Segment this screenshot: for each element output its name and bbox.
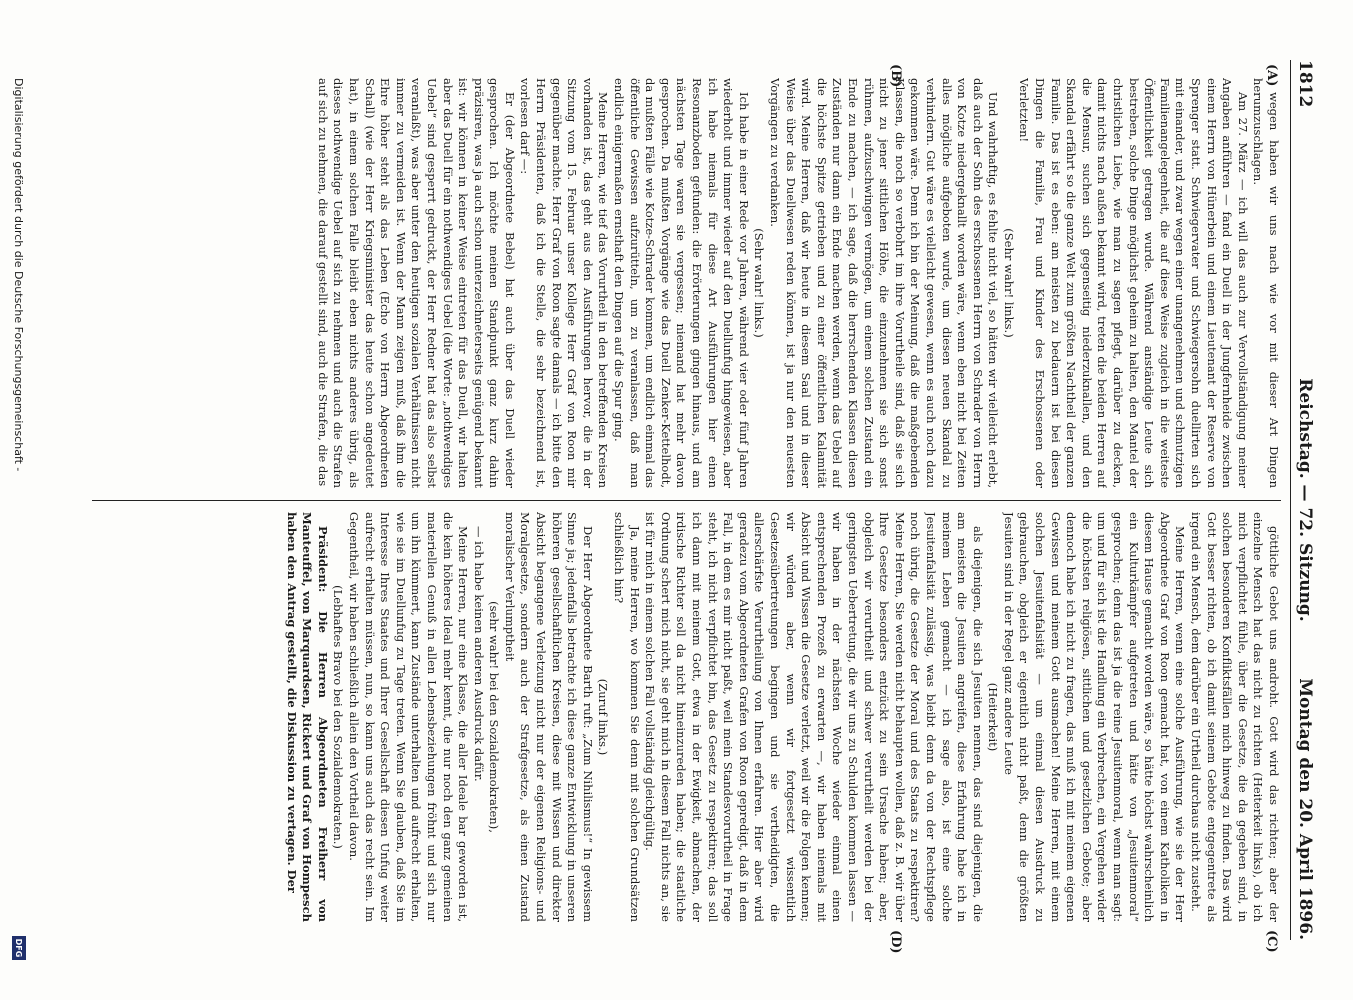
paragraph: als diejenigen, die sich Jesuiten nennen, das sind diejenigen, die am meisten die Jesuiten angreifen, diese Erfahrung habe ich in meinem Leben gemacht — ich sage also, ist eine solche Jesuitenfalsität zulässig, was bleibt denn da von der Rechtspflege noch übrig, die Gesetze der Moral und des Staats zu respektiren? Meine Herren, Sie werden nicht behaupten wollen, daß z. B. wir über Ihre Gesetze besonders entzückt zu sein Ursache haben; aber, obgleich wir verurtheilt und schwer verurtheilt werden bei der geringsten Uebertretung, die wir uns zu Schulden kommen lassen — wir haben in der nächsten Woche wieder einmal einen entsprechenden Prozeß zu erwarten —, wir haben niemals mit Absicht und Wissen die Gesetze verletzt, weil wir die Folgen kennen; wir würden aber, wenn wir fortgesetzt wissentlich Gesetzesübertretungen begingen und sie vertheidigten, die allerschärfste Verurtheilung von Ihnen erfahren. Hier aber wird geradezu vom Abgeordneten Grafen von Roon gepredigt, daß in dem Fall, in dem es mir nicht paßt, weil mein Standesvorurtheil in Frage steht, ich nicht verpflichtet bin, das Gesetz zu respektiren; das soll ich dann mit meinem Gott, etwa in der Ewigkeit, abmachen, der irdische Richter soll da nicht hineinzureden haben; die staatliche Ordnung schert mich nicht, sie geht mich in diesem Fall nichts an, sie ist für mich in einem solchen Fall vollständig gleichgültig. xyxy=(643,512,985,922)
column-divider xyxy=(92,500,1281,501)
paragraph: Der Herr Abgeordnete Barth ruft: „Zum Nihilismus!“ In gewissem Sinne ja; jedenfalls betrachte ich diese ganze Entwicklung in unseren höheren gesellschaftlichen Kreisen, diese mit Wissen und direkter Absicht begangene Verletzung nicht nur der eigenen Religions- und Moralgesetze, sondern auch der Strafgesetze, als einen Zustand moralischer Verlumptheit xyxy=(502,512,595,922)
paragraph: wegen haben wir uns nach wie vor mit dieser Art Dingen herumzuschlagen. xyxy=(1251,78,1281,488)
margin-mark-d: (D) xyxy=(888,930,903,954)
digitization-footer xyxy=(10,78,28,960)
right-text-column xyxy=(92,512,1281,922)
paragraph: Ich habe in einer Rede vor Jahren, während vier oder fünf Jahren wiederholt und immer wieder auf den Duellunfug hingewiesen, aber ich habe niemals für diese Art Ausführungen hier einen Resonanzboden gefunden: die Erörterungen gingen hinaus, und am nächsten Tage waren sie vergessen; niemand hat mehr davon gesprochen. Da mußten Vorgänge wie das Duell Zenker-Kettelhodt, da mußten Fälle wie Kotze-Schrader kommen, um endlich einmal das öffentliche Gewissen aufzurütteln, um zu veranlassen, daß man endlich einigermaßen ernsthaft den Dingen auf die Spur ging. xyxy=(612,78,751,488)
margin-mark-c: (C) xyxy=(1264,930,1279,953)
paragraph: Ja, meine Herren, wo kommen Sie denn mit solchen Grundsätzen schließlich hin? xyxy=(612,512,642,922)
interjection: (Sehr wahr! links.) xyxy=(1001,228,1016,338)
paragraph: göttliche Gebot uns androht. Gott wird das richten; aber der einzelne Mensch hat das nicht zu richten (Heiterkeit links), ob ich mich verpflichtet fühle, über die Gesetze, die da gegeben sind, in solchen besonderen Konfliktsfällen mich hinweg zu finden. Das wird Gott besser richten, ob ich damit seinem Gebote entgegentrete als irgend ein Mensch, dem darüber ein Urtheil durchaus nicht zusteht. xyxy=(1189,512,1281,922)
interjection: (Zuruf links.) xyxy=(596,678,611,756)
paragraph: Und wahrhaftig, es fehlte nicht viel, so hätten wir vielleicht erlebt, daß auch der Sohn des erschossenen Herrn von Schrader von Herrn von Kotze niedergeknallt worden wäre, wenn eben nicht bei Zeiten alles mögliche aufgeboten wurde, um diesen neuen Skandal zu verhindern. Gut wäre es vielleicht gewesen, wenn es auch noch dazu gekommen wäre. Denn ich bin der Meinung, daß die maßgebenden Klassen, die noch so verbohrt im ihre Vorurtheile sind, daß sie sich nicht zu jener sittlichen Höhe, die einzunehmen sie sich sonst rühmen, aufzuschwingen vermögen, um einem solchen Zustand ein Ende zu machen, — ich sage, daß die herrschenden Klassen diesen Zuständen nur dann ein Ende machen werden, wenn das Uebel auf die höchste Spitze getrieben und zu einer öffentlichen Kalamität wird. Meine Herren, daß wir heute in diesem Saal und in dieser Weise über das Duellwesen reden können, ist ja nur den neuesten Vorgängen zu verdanken. xyxy=(768,78,1001,488)
margin-mark-b: (B) xyxy=(888,64,903,88)
paragraph: Meine Herren, wie tief das Vorurtheil in den betreffenden Kreisen vorhanden ist, das geht aus den Ausführungen hervor, die in der Sitzung vom 15. Februar unser Kollege Herr Graf von Roon mir gegenüber machte. Herr Graf von Roon sagte damals — ich bitte den Herrn Präsidenten, daß ich die Stelle, die sehr bezeichnend ist, vorlesen darf —: xyxy=(518,78,611,488)
dfg-logo: DFG xyxy=(12,936,26,960)
paragraph: Meine Herren, wenn eine solche Ausführung, wie sie der Herr Abgeordnete Graf von Roon gemacht hat, von einem Katholiken in diesem Hause gemacht worden wäre, so hätte höchst wahrscheinlich ein Kulturkämpfer aufgetreten und hätte von „Jesuitenmoral“ gesprochen; denn das ist ja die reine Jesuitenmoral, wenn man sagt: um und für sich ist die Handlung ein Verbrechen, ein Vergehen wider die höchsten religiösen, sittlichen und gesetzlichen Gebote; aber dennoch habe ich nicht zu fragen, das muß ich mit meinem eigenen Gewissen und meinem Gott ausmachen! Meine Herren, mit einem solchen Jesuitenfalsität — um einmal diesen Ausdruck zu gebrauchen, obgleich er eigentlich nicht paßt, denn die größten Jesuiten sind in der Regel ganz andere Leute xyxy=(1001,512,1188,922)
paragraph: — ich habe keinen anderen Ausdruck dafür. xyxy=(471,526,486,782)
president-statement: Präsident: Die Herren Abgeordneten Freiherr von Manteuffel, von Marquardsen, Rickert und Graf von Hompesch haben den Antrag gestellt, die Diskussion zu vertagen. Der xyxy=(284,512,330,922)
quotation: Er (der Abgeordnete Bebel) hat auch über das Duell wieder gesprochen. Ich möchte meinen Standpunkt ganz kurz dahin präzisiren, was ja auch schon unterzeichneterseits genügend bekannt ist: wir können in keiner Weise eintreten für das Duell, wir halten aber das Duell für ein nothwendiges Uebel (die Worte: „nothwendiges Uebel“ sind gesperrt gedruckt, der Herr Redner hat das also selbst veranlaßt), was aber unter den heutigen sozialen Verhältnissen nicht immer zu vermeiden ist. Wenn der Mann zeigen muß, daß ihm die Ehre höher steht als das Leben (Echo von Herrn Abgeordneten Schall) (wie der Herr Kriegsminister das heute schon angedeutet hat), in einem solchen Falle bleibt eben nichts anderes übrig, als dieses nothwendige Uebel auf sich zu nehmen und auch die Strafen auf sich zu nehmen, die darauf gestellt sind, auch die Strafen, die das xyxy=(315,78,517,488)
page-number: 1812 xyxy=(1295,60,1315,108)
page-title: Reichstag. — 72. Sitzung. xyxy=(1295,378,1315,622)
interjection: (Heiterkeit) xyxy=(986,682,1001,752)
margin-mark-a: (A) xyxy=(1264,64,1279,87)
footer-credit: Digitalisierung gefördert durch die Deutsche Forschungsgemeinschaft - xyxy=(12,78,26,472)
paragraph: Am 27. März — ich will das auch zur Vervollständigung meiner Angaben anführen — fand ein Duell in der Jungfernheide zwischen einem Herrn von Hünerbein und einem Lieutenant der Reserve von Sprenger statt. Schwiegervater und Schwiegersohn duellirten sich mit einander, und zwar wegen einer unangenehmen und schmutzigen Familienangelegenheit, die auf diese Weise zugleich in die weiteste Öffentlichkeit getragen wurde. Während anständige Leute sich bestreben, solche Dinge möglichst geheim zu halten, den Mantel der christlichen Liebe, wie man zu sagen pflegt, darüber zu decken, damit nichts nach außen bekannt wird, treten die beiden Herren auf die Mensur, suchen sich gegenseitig niederzuknallen, und den Skandal erfährt so die ganze Welt zum größten Nachtheil der ganzen Familie. Das ist es eben: am meisten zu bedauern ist bei diesen Dingen die Familie, Frau und Kinder des Erschossenen oder Verletzten! xyxy=(1017,78,1250,488)
page-header xyxy=(1290,60,1315,940)
paragraph: Meine Herren, nur eine Klasse, die aller Ideale bar geworden ist, die kein höheres Ideal mehr kennt, die nur noch den ganz gemeinen materiellen Genuß in allen Lebensbeziehungen fröhnt und sich nur um ihn kümmert, kann Zustände unterhalten und aufrecht erhalten, wie sie im Duellunfug zu Tage treten. Wenn Sie glauben, daß Sie im Interesse Ihres Staates und Ihrer Gesellschaft diesen Unfug weiter aufrecht erhalten müssen, nun, so kann uns auch das recht sein. Im Gegentheil, wir haben schließlich allein den Vortheil davon. xyxy=(346,512,471,922)
interjection: (Sehr wahr! links.) xyxy=(752,228,767,338)
left-text-column xyxy=(92,78,1281,488)
interjection: (Lebhaftes Bravo bei den Sozialdemokraten.) xyxy=(331,585,346,849)
session-date: Montag den 20. April 1896. xyxy=(1295,678,1315,940)
interjection: (sehr wahr! bei den Sozialdemokraten), xyxy=(487,601,502,833)
